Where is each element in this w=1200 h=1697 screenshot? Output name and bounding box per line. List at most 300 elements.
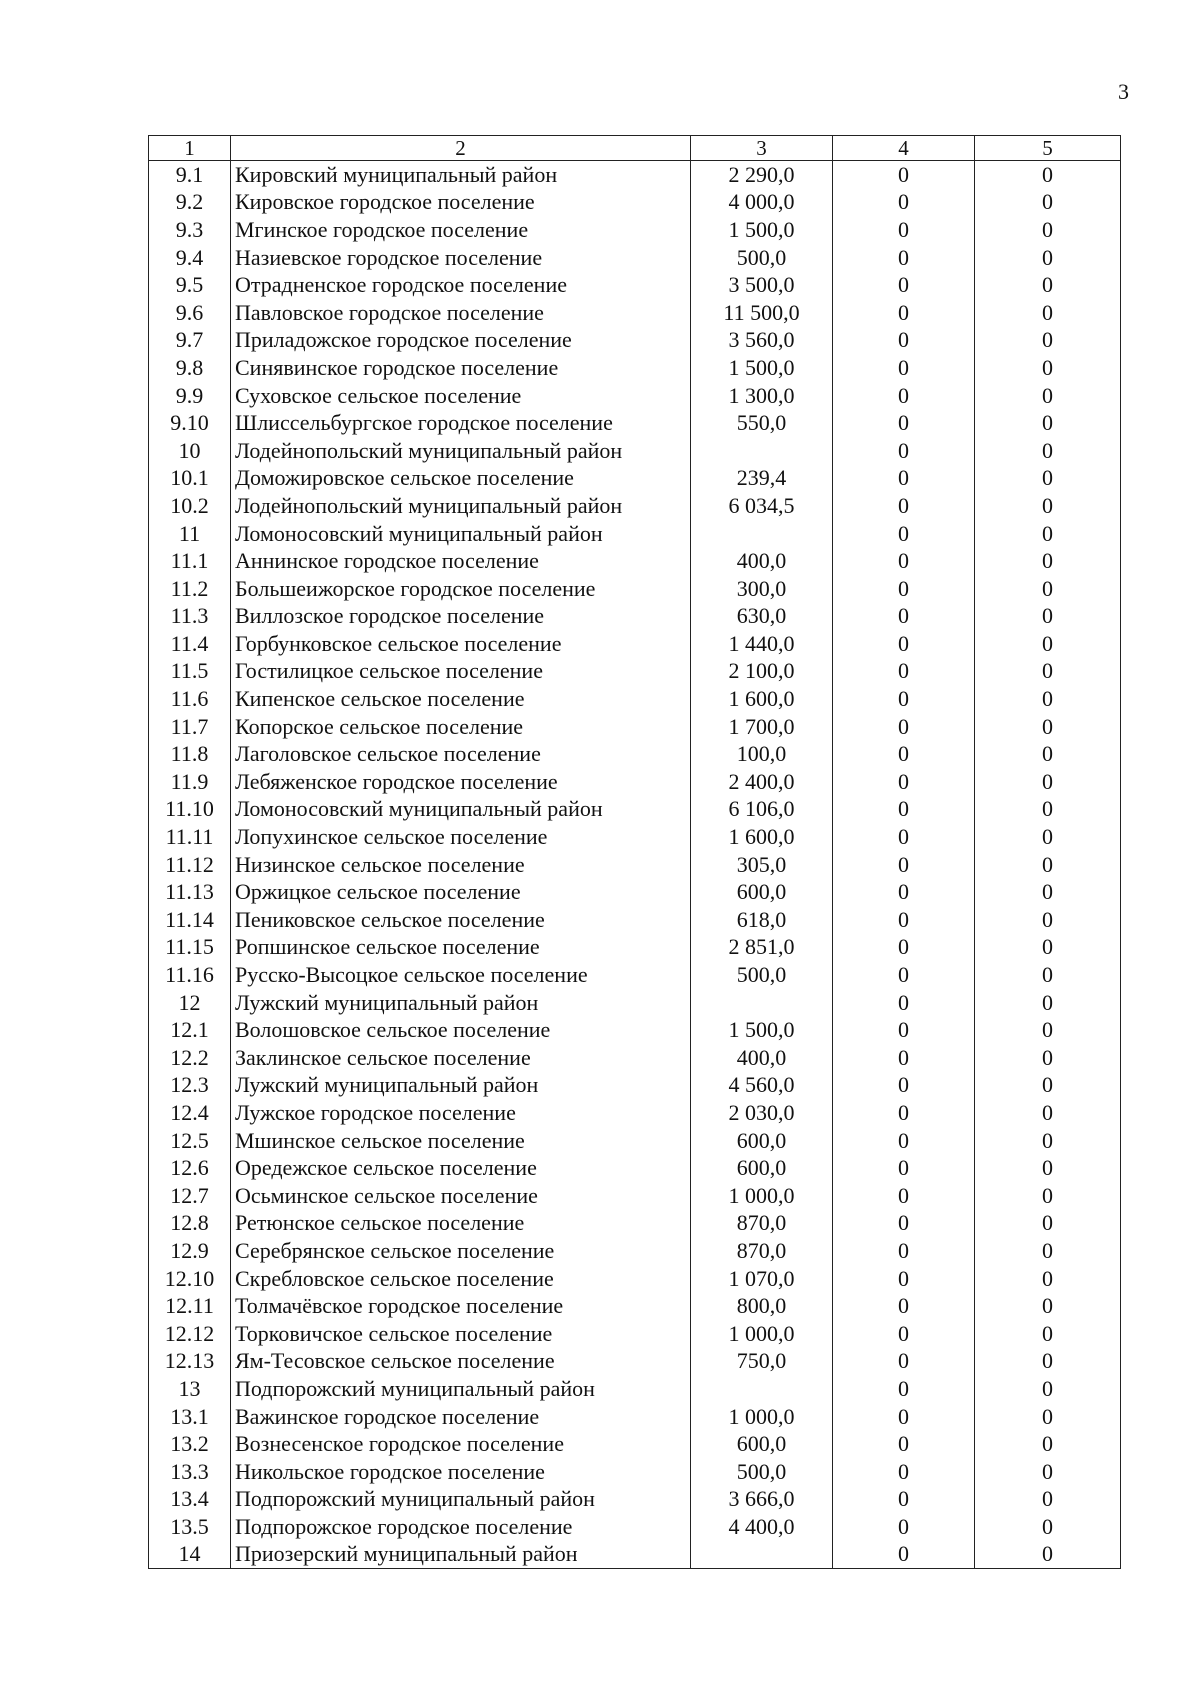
municipality-name: Подпорожский муниципальный район bbox=[231, 1486, 691, 1514]
amount-value: 11 500,0 bbox=[691, 299, 833, 327]
column-4-value: 0 bbox=[833, 520, 975, 548]
row-number: 13.5 bbox=[149, 1513, 231, 1541]
column-5-value: 0 bbox=[975, 547, 1121, 575]
amount-value: 600,0 bbox=[691, 1430, 833, 1458]
table-row bbox=[149, 934, 1121, 962]
table-row bbox=[149, 906, 1121, 934]
column-5-value: 0 bbox=[975, 685, 1121, 713]
municipality-name: Ретюнское сельское поселение bbox=[231, 1210, 691, 1238]
amount-value: 305,0 bbox=[691, 851, 833, 879]
amount-value: 2 851,0 bbox=[691, 934, 833, 962]
row-number: 12 bbox=[149, 989, 231, 1017]
column-5-value: 0 bbox=[975, 713, 1121, 741]
column-4-value: 0 bbox=[833, 1154, 975, 1182]
municipality-name: Горбунковское сельское поселение bbox=[231, 630, 691, 658]
table-row bbox=[149, 740, 1121, 768]
municipality-name: Лужское городское поселение bbox=[231, 1099, 691, 1127]
row-number: 10 bbox=[149, 437, 231, 465]
column-5-value: 0 bbox=[975, 1458, 1121, 1486]
municipality-name: Никольское городское поселение bbox=[231, 1458, 691, 1486]
amount-value: 1 000,0 bbox=[691, 1182, 833, 1210]
column-4-value: 0 bbox=[833, 575, 975, 603]
amount-value: 2 030,0 bbox=[691, 1099, 833, 1127]
column-5-value: 0 bbox=[975, 189, 1121, 217]
table-row bbox=[149, 1348, 1121, 1376]
column-5-value: 0 bbox=[975, 382, 1121, 410]
table-row bbox=[149, 492, 1121, 520]
row-number: 13.3 bbox=[149, 1458, 231, 1486]
column-header-4: 4 bbox=[833, 136, 975, 161]
row-number: 9.1 bbox=[149, 161, 231, 189]
column-5-value: 0 bbox=[975, 934, 1121, 962]
municipality-name: Приладожское городское поселение bbox=[231, 327, 691, 355]
amount-value: 6 106,0 bbox=[691, 796, 833, 824]
column-4-value: 0 bbox=[833, 1458, 975, 1486]
municipality-name: Ям-Тесовское сельское поселение bbox=[231, 1348, 691, 1376]
column-4-value: 0 bbox=[833, 189, 975, 217]
amount-value: 870,0 bbox=[691, 1210, 833, 1238]
column-5-value: 0 bbox=[975, 437, 1121, 465]
municipality-name: Кипенское сельское поселение bbox=[231, 685, 691, 713]
column-5-value: 0 bbox=[975, 299, 1121, 327]
municipality-name: Пениковское сельское поселение bbox=[231, 906, 691, 934]
column-4-value: 0 bbox=[833, 492, 975, 520]
row-number: 9.9 bbox=[149, 382, 231, 410]
municipality-name: Шлиссельбургское городское поселение bbox=[231, 409, 691, 437]
amount-value: 600,0 bbox=[691, 1127, 833, 1155]
table-row bbox=[149, 1292, 1121, 1320]
column-4-value: 0 bbox=[833, 851, 975, 879]
column-4-value: 0 bbox=[833, 989, 975, 1017]
municipality-name: Оржицкое сельское поселение bbox=[231, 878, 691, 906]
table-row bbox=[149, 1072, 1121, 1100]
row-number: 12.11 bbox=[149, 1292, 231, 1320]
table-row bbox=[149, 989, 1121, 1017]
amount-value: 1 070,0 bbox=[691, 1265, 833, 1293]
row-number: 12.9 bbox=[149, 1237, 231, 1265]
amount-value: 630,0 bbox=[691, 603, 833, 631]
column-5-value: 0 bbox=[975, 796, 1121, 824]
municipality-name: Торковичское сельское поселение bbox=[231, 1320, 691, 1348]
amount-value: 400,0 bbox=[691, 547, 833, 575]
column-4-value: 0 bbox=[833, 1430, 975, 1458]
municipality-name: Лодейнопольский муниципальный район bbox=[231, 492, 691, 520]
column-5-value: 0 bbox=[975, 1072, 1121, 1100]
table-row bbox=[149, 1044, 1121, 1072]
column-5-value: 0 bbox=[975, 906, 1121, 934]
column-5-value: 0 bbox=[975, 271, 1121, 299]
amount-value: 100,0 bbox=[691, 740, 833, 768]
table-row bbox=[149, 1127, 1121, 1155]
column-5-value: 0 bbox=[975, 1182, 1121, 1210]
row-number: 10.2 bbox=[149, 492, 231, 520]
municipality-name: Лаголовское сельское поселение bbox=[231, 740, 691, 768]
column-5-value: 0 bbox=[975, 1320, 1121, 1348]
amount-value: 2 400,0 bbox=[691, 768, 833, 796]
row-number: 12.3 bbox=[149, 1072, 231, 1100]
column-4-value: 0 bbox=[833, 271, 975, 299]
municipality-name: Приозерский муниципальный район bbox=[231, 1541, 691, 1569]
municipality-name: Суховское сельское поселение bbox=[231, 382, 691, 410]
column-header-1: 1 bbox=[149, 136, 231, 161]
table-row bbox=[149, 271, 1121, 299]
column-5-value: 0 bbox=[975, 740, 1121, 768]
row-number: 11.6 bbox=[149, 685, 231, 713]
column-5-value: 0 bbox=[975, 851, 1121, 879]
row-number: 11.2 bbox=[149, 575, 231, 603]
table-row bbox=[149, 520, 1121, 548]
table-row bbox=[149, 354, 1121, 382]
row-number: 9.7 bbox=[149, 327, 231, 355]
row-number: 9.5 bbox=[149, 271, 231, 299]
amount-value: 1 700,0 bbox=[691, 713, 833, 741]
column-5-value: 0 bbox=[975, 161, 1121, 189]
column-5-value: 0 bbox=[975, 768, 1121, 796]
column-5-value: 0 bbox=[975, 1154, 1121, 1182]
amount-value: 870,0 bbox=[691, 1237, 833, 1265]
column-4-value: 0 bbox=[833, 768, 975, 796]
row-number: 9.2 bbox=[149, 189, 231, 217]
amount-value: 4 400,0 bbox=[691, 1513, 833, 1541]
table-row bbox=[149, 1237, 1121, 1265]
column-5-value: 0 bbox=[975, 1403, 1121, 1431]
column-5-value: 0 bbox=[975, 603, 1121, 631]
column-4-value: 0 bbox=[833, 961, 975, 989]
column-4-value: 0 bbox=[833, 1099, 975, 1127]
municipality-name: Русско-Высоцкое сельское поселение bbox=[231, 961, 691, 989]
column-4-value: 0 bbox=[833, 1016, 975, 1044]
table-row bbox=[149, 1513, 1121, 1541]
municipality-name: Назиевское городское поселение bbox=[231, 244, 691, 272]
table-row bbox=[149, 768, 1121, 796]
row-number: 11.15 bbox=[149, 934, 231, 962]
column-4-value: 0 bbox=[833, 1348, 975, 1376]
amount-value bbox=[691, 1541, 833, 1569]
column-4-value: 0 bbox=[833, 1513, 975, 1541]
column-5-value: 0 bbox=[975, 1348, 1121, 1376]
amount-value: 618,0 bbox=[691, 906, 833, 934]
column-5-value: 0 bbox=[975, 327, 1121, 355]
row-number: 9.3 bbox=[149, 216, 231, 244]
column-5-value: 0 bbox=[975, 658, 1121, 686]
row-number: 12.13 bbox=[149, 1348, 231, 1376]
amount-value: 2 290,0 bbox=[691, 161, 833, 189]
amount-value: 1 500,0 bbox=[691, 354, 833, 382]
table-row bbox=[149, 1265, 1121, 1293]
municipality-name: Лебяженское городское поселение bbox=[231, 768, 691, 796]
column-4-value: 0 bbox=[833, 1541, 975, 1569]
column-4-value: 0 bbox=[833, 630, 975, 658]
column-4-value: 0 bbox=[833, 1127, 975, 1155]
row-number: 11 bbox=[149, 520, 231, 548]
amount-value: 1 500,0 bbox=[691, 216, 833, 244]
column-5-value: 0 bbox=[975, 520, 1121, 548]
municipality-name: Лодейнопольский муниципальный район bbox=[231, 437, 691, 465]
municipality-name: Кировский муниципальный район bbox=[231, 161, 691, 189]
municipality-name: Ломоносовский муниципальный район bbox=[231, 796, 691, 824]
table-row bbox=[149, 1430, 1121, 1458]
amount-value: 1 000,0 bbox=[691, 1403, 833, 1431]
municipality-name: Виллозское городское поселение bbox=[231, 603, 691, 631]
amount-value: 1 440,0 bbox=[691, 630, 833, 658]
amount-value: 300,0 bbox=[691, 575, 833, 603]
table-header bbox=[149, 136, 1121, 161]
column-4-value: 0 bbox=[833, 1265, 975, 1293]
column-4-value: 0 bbox=[833, 216, 975, 244]
column-5-value: 0 bbox=[975, 961, 1121, 989]
table-row bbox=[149, 1320, 1121, 1348]
column-4-value: 0 bbox=[833, 685, 975, 713]
row-number: 13 bbox=[149, 1375, 231, 1403]
row-number: 12.5 bbox=[149, 1127, 231, 1155]
row-number: 12.8 bbox=[149, 1210, 231, 1238]
municipality-name: Ропшинское сельское поселение bbox=[231, 934, 691, 962]
amount-value: 550,0 bbox=[691, 409, 833, 437]
column-4-value: 0 bbox=[833, 547, 975, 575]
municipality-name: Низинское сельское поселение bbox=[231, 851, 691, 879]
municipality-name: Большеижорское городское поселение bbox=[231, 575, 691, 603]
municipality-name: Доможировское сельское поселение bbox=[231, 465, 691, 493]
table-row bbox=[149, 713, 1121, 741]
municipality-name: Павловское городское поселение bbox=[231, 299, 691, 327]
table-body bbox=[149, 161, 1121, 1569]
column-4-value: 0 bbox=[833, 906, 975, 934]
municipality-name: Подпорожский муниципальный район bbox=[231, 1375, 691, 1403]
table-row bbox=[149, 547, 1121, 575]
table-row bbox=[149, 161, 1121, 189]
amount-value: 500,0 bbox=[691, 961, 833, 989]
municipality-name: Аннинское городское поселение bbox=[231, 547, 691, 575]
table-row bbox=[149, 327, 1121, 355]
amount-value: 800,0 bbox=[691, 1292, 833, 1320]
column-5-value: 0 bbox=[975, 1541, 1121, 1569]
column-4-value: 0 bbox=[833, 299, 975, 327]
amount-value: 750,0 bbox=[691, 1348, 833, 1376]
municipality-name: Оредежское сельское поселение bbox=[231, 1154, 691, 1182]
table-row bbox=[149, 1486, 1121, 1514]
row-number: 11.5 bbox=[149, 658, 231, 686]
municipality-name: Подпорожское городское поселение bbox=[231, 1513, 691, 1541]
column-5-value: 0 bbox=[975, 1099, 1121, 1127]
column-4-value: 0 bbox=[833, 354, 975, 382]
row-number: 11.16 bbox=[149, 961, 231, 989]
municipality-name: Лопухинское сельское поселение bbox=[231, 823, 691, 851]
amount-value: 600,0 bbox=[691, 1154, 833, 1182]
column-4-value: 0 bbox=[833, 823, 975, 851]
row-number: 11.4 bbox=[149, 630, 231, 658]
column-5-value: 0 bbox=[975, 1127, 1121, 1155]
table-row bbox=[149, 685, 1121, 713]
column-4-value: 0 bbox=[833, 1210, 975, 1238]
column-4-value: 0 bbox=[833, 1072, 975, 1100]
amount-value: 3 666,0 bbox=[691, 1486, 833, 1514]
table-row bbox=[149, 1403, 1121, 1431]
column-4-value: 0 bbox=[833, 713, 975, 741]
table-row bbox=[149, 878, 1121, 906]
table-row bbox=[149, 437, 1121, 465]
column-4-value: 0 bbox=[833, 1292, 975, 1320]
table-row bbox=[149, 1099, 1121, 1127]
column-5-value: 0 bbox=[975, 878, 1121, 906]
column-5-value: 0 bbox=[975, 1210, 1121, 1238]
column-4-value: 0 bbox=[833, 161, 975, 189]
amount-value: 4 560,0 bbox=[691, 1072, 833, 1100]
table-row bbox=[149, 823, 1121, 851]
row-number: 11.9 bbox=[149, 768, 231, 796]
municipality-name: Лужский муниципальный район bbox=[231, 1072, 691, 1100]
column-5-value: 0 bbox=[975, 409, 1121, 437]
table-row bbox=[149, 796, 1121, 824]
column-4-value: 0 bbox=[833, 244, 975, 272]
amount-value: 400,0 bbox=[691, 1044, 833, 1072]
column-4-value: 0 bbox=[833, 1403, 975, 1431]
row-number: 9.10 bbox=[149, 409, 231, 437]
row-number: 13.4 bbox=[149, 1486, 231, 1514]
column-5-value: 0 bbox=[975, 354, 1121, 382]
column-4-value: 0 bbox=[833, 409, 975, 437]
amount-value: 1 600,0 bbox=[691, 823, 833, 851]
column-5-value: 0 bbox=[975, 989, 1121, 1017]
row-number: 11.12 bbox=[149, 851, 231, 879]
table-row bbox=[149, 299, 1121, 327]
municipality-name: Ломоносовский муниципальный район bbox=[231, 520, 691, 548]
table-row bbox=[149, 216, 1121, 244]
row-number: 12.10 bbox=[149, 1265, 231, 1293]
municipality-name: Скребловское сельское поселение bbox=[231, 1265, 691, 1293]
row-number: 14 bbox=[149, 1541, 231, 1569]
column-4-value: 0 bbox=[833, 658, 975, 686]
amount-value: 3 500,0 bbox=[691, 271, 833, 299]
amount-value: 1 600,0 bbox=[691, 685, 833, 713]
table-row bbox=[149, 1154, 1121, 1182]
table-row bbox=[149, 465, 1121, 493]
row-number: 9.4 bbox=[149, 244, 231, 272]
row-number: 12.12 bbox=[149, 1320, 231, 1348]
table-row bbox=[149, 189, 1121, 217]
column-4-value: 0 bbox=[833, 1182, 975, 1210]
table-row bbox=[149, 851, 1121, 879]
amount-value: 1 000,0 bbox=[691, 1320, 833, 1348]
row-number: 11.13 bbox=[149, 878, 231, 906]
column-header-5: 5 bbox=[975, 136, 1121, 161]
header-row bbox=[149, 136, 1121, 161]
amount-value: 500,0 bbox=[691, 244, 833, 272]
amount-value bbox=[691, 437, 833, 465]
row-number: 12.2 bbox=[149, 1044, 231, 1072]
table-row bbox=[149, 961, 1121, 989]
column-5-value: 0 bbox=[975, 1044, 1121, 1072]
column-5-value: 0 bbox=[975, 1486, 1121, 1514]
municipality-name: Гостилицкое сельское поселение bbox=[231, 658, 691, 686]
allocation-table bbox=[148, 135, 1121, 1569]
amount-value: 3 560,0 bbox=[691, 327, 833, 355]
amount-value: 600,0 bbox=[691, 878, 833, 906]
column-4-value: 0 bbox=[833, 603, 975, 631]
row-number: 10.1 bbox=[149, 465, 231, 493]
column-5-value: 0 bbox=[975, 1265, 1121, 1293]
municipality-name: Синявинское городское поселение bbox=[231, 354, 691, 382]
table-row bbox=[149, 658, 1121, 686]
column-4-value: 0 bbox=[833, 740, 975, 768]
column-5-value: 0 bbox=[975, 1375, 1121, 1403]
page-number: 3 bbox=[1118, 79, 1129, 104]
row-number: 11.7 bbox=[149, 713, 231, 741]
amount-value: 6 034,5 bbox=[691, 492, 833, 520]
column-5-value: 0 bbox=[975, 244, 1121, 272]
column-5-value: 0 bbox=[975, 465, 1121, 493]
row-number: 9.8 bbox=[149, 354, 231, 382]
table-row bbox=[149, 1458, 1121, 1486]
table-row bbox=[149, 1541, 1121, 1569]
municipality-name: Лужский муниципальный район bbox=[231, 989, 691, 1017]
row-number: 11.11 bbox=[149, 823, 231, 851]
amount-value: 500,0 bbox=[691, 1458, 833, 1486]
table-row bbox=[149, 575, 1121, 603]
municipality-name: Мгинское городское поселение bbox=[231, 216, 691, 244]
amount-value: 1 300,0 bbox=[691, 382, 833, 410]
amount-value: 2 100,0 bbox=[691, 658, 833, 686]
table-row bbox=[149, 1016, 1121, 1044]
row-number: 9.6 bbox=[149, 299, 231, 327]
municipality-name: Мшинское сельское поселение bbox=[231, 1127, 691, 1155]
municipality-name: Вознесенское городское поселение bbox=[231, 1430, 691, 1458]
column-5-value: 0 bbox=[975, 1430, 1121, 1458]
table-row bbox=[149, 382, 1121, 410]
row-number: 12.6 bbox=[149, 1154, 231, 1182]
table-row bbox=[149, 1375, 1121, 1403]
municipality-name: Заклинское сельское поселение bbox=[231, 1044, 691, 1072]
column-4-value: 0 bbox=[833, 465, 975, 493]
column-4-value: 0 bbox=[833, 796, 975, 824]
municipality-name: Важинское городское поселение bbox=[231, 1403, 691, 1431]
column-4-value: 0 bbox=[833, 1320, 975, 1348]
amount-value: 239,4 bbox=[691, 465, 833, 493]
amount-value: 4 000,0 bbox=[691, 189, 833, 217]
column-4-value: 0 bbox=[833, 1375, 975, 1403]
column-4-value: 0 bbox=[833, 437, 975, 465]
row-number: 12.4 bbox=[149, 1099, 231, 1127]
row-number: 11.14 bbox=[149, 906, 231, 934]
row-number: 11.3 bbox=[149, 603, 231, 631]
municipality-name: Кировское городское поселение bbox=[231, 189, 691, 217]
table-row bbox=[149, 1210, 1121, 1238]
column-4-value: 0 bbox=[833, 327, 975, 355]
municipality-name: Серебрянское сельское поселение bbox=[231, 1237, 691, 1265]
table-row bbox=[149, 1182, 1121, 1210]
column-4-value: 0 bbox=[833, 1044, 975, 1072]
table-row bbox=[149, 630, 1121, 658]
column-4-value: 0 bbox=[833, 934, 975, 962]
column-header-3: 3 bbox=[691, 136, 833, 161]
column-5-value: 0 bbox=[975, 492, 1121, 520]
row-number: 11.10 bbox=[149, 796, 231, 824]
column-5-value: 0 bbox=[975, 823, 1121, 851]
column-5-value: 0 bbox=[975, 216, 1121, 244]
column-5-value: 0 bbox=[975, 1016, 1121, 1044]
municipality-name: Осьминское сельское поселение bbox=[231, 1182, 691, 1210]
column-5-value: 0 bbox=[975, 1513, 1121, 1541]
row-number: 11.1 bbox=[149, 547, 231, 575]
municipality-name: Волошовское сельское поселение bbox=[231, 1016, 691, 1044]
table-row bbox=[149, 603, 1121, 631]
column-5-value: 0 bbox=[975, 575, 1121, 603]
amount-value bbox=[691, 989, 833, 1017]
column-4-value: 0 bbox=[833, 1486, 975, 1514]
row-number: 12.7 bbox=[149, 1182, 231, 1210]
municipality-name: Отрадненское городское поселение bbox=[231, 271, 691, 299]
row-number: 12.1 bbox=[149, 1016, 231, 1044]
column-4-value: 0 bbox=[833, 1237, 975, 1265]
